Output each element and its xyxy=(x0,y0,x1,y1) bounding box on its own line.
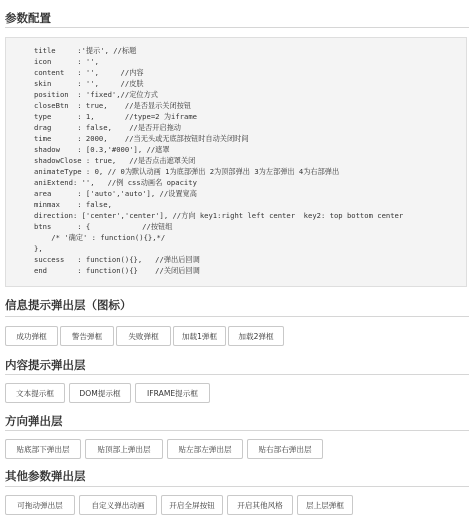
other-section-divider xyxy=(5,486,469,487)
code-line: skin : '', //皮肤 xyxy=(34,79,144,88)
code-line: type : 1, //type=2 为iframe xyxy=(34,112,197,121)
top-popup-button[interactable]: 贴顶部上弹出层 xyxy=(85,439,163,459)
code-line: drag : false, //是否开启拖动 xyxy=(34,123,181,132)
code-line: time : 2000, //当无头或无底部按钮时自动关闭时间 xyxy=(34,134,249,143)
code-line: minmax : false, xyxy=(34,200,112,209)
content-section-title: 内容提示弹出层 xyxy=(5,358,86,372)
code-line: icon : '', xyxy=(34,57,99,66)
code-line: shadow : [0.3,'#000'], //遮罩 xyxy=(34,145,170,154)
other-section-title: 其他参数弹出层 xyxy=(5,469,86,483)
direction-section-title: 方向弹出层 xyxy=(5,414,63,428)
config-code-block xyxy=(5,37,467,287)
code-line: area : ['auto','auto'], //设置宽高 xyxy=(34,189,197,198)
custom-animation-button[interactable]: 自定义弹出动画 xyxy=(79,495,157,515)
content-section-divider xyxy=(5,374,469,375)
loading1-dialog-button[interactable]: 加载1弹框 xyxy=(173,326,226,346)
code-line: shadowClose : true, //是否点击遮罩关闭 xyxy=(34,156,196,165)
iframe-tip-button[interactable]: IFRAME提示框 xyxy=(135,383,210,403)
code-line: aniExtend: '', //例 css动画名 opacity xyxy=(34,178,197,187)
layer-over-layer-button[interactable]: 层上层弹框 xyxy=(297,495,353,515)
icon-section-divider xyxy=(5,316,469,317)
config-section-title: 参数配置 xyxy=(5,11,51,25)
dom-tip-button[interactable]: DOM提示框 xyxy=(69,383,131,403)
code-line: title :'提示', //标题 xyxy=(34,46,137,55)
right-popup-button[interactable]: 贴右部右弹出层 xyxy=(247,439,323,459)
fail-dialog-button[interactable]: 失败弹框 xyxy=(116,326,171,346)
left-popup-button[interactable]: 贴左部左弹出层 xyxy=(167,439,243,459)
code-line: /* '确定' : function(){},*/ xyxy=(34,233,166,242)
draggable-popup-button[interactable]: 可拖动弹出层 xyxy=(5,495,75,515)
text-tip-button[interactable]: 文本提示框 xyxy=(5,383,65,403)
other-style-button[interactable]: 开启其他风格 xyxy=(227,495,293,515)
direction-section-divider xyxy=(5,430,469,431)
success-dialog-button[interactable]: 成功弹框 xyxy=(5,326,58,346)
loading2-dialog-button[interactable]: 加载2弹框 xyxy=(228,326,284,346)
code-line: direction: ['center','center'], //方向 key1:right left center key2: top bottom center xyxy=(34,211,404,220)
code-line: success : function(){}, //弹出后回调 xyxy=(34,255,200,264)
icon-section-title: 信息提示弹出层（图标） xyxy=(5,298,132,312)
code-line: animateType : 0, // 0为默认动画 1为底部弹出 2为顶部弹出 3为左部弹出 4为右部弹出 xyxy=(34,167,340,176)
config-divider xyxy=(5,27,469,28)
code-line: }, xyxy=(34,244,43,253)
warning-dialog-button[interactable]: 警告弹框 xyxy=(60,326,114,346)
bottom-popup-button[interactable]: 贴底部下弹出层 xyxy=(5,439,81,459)
code-line: end : function(){} //关闭后回调 xyxy=(34,266,200,275)
code-line: position : 'fixed',//定位方式 xyxy=(34,90,158,99)
code-line: content : '', //内容 xyxy=(34,68,144,77)
fullscreen-button[interactable]: 开启全屏按钮 xyxy=(161,495,223,515)
code-line: closeBtn : true, //是否显示关闭按钮 xyxy=(34,101,192,110)
code-line: btns : { //按钮组 xyxy=(34,222,173,231)
